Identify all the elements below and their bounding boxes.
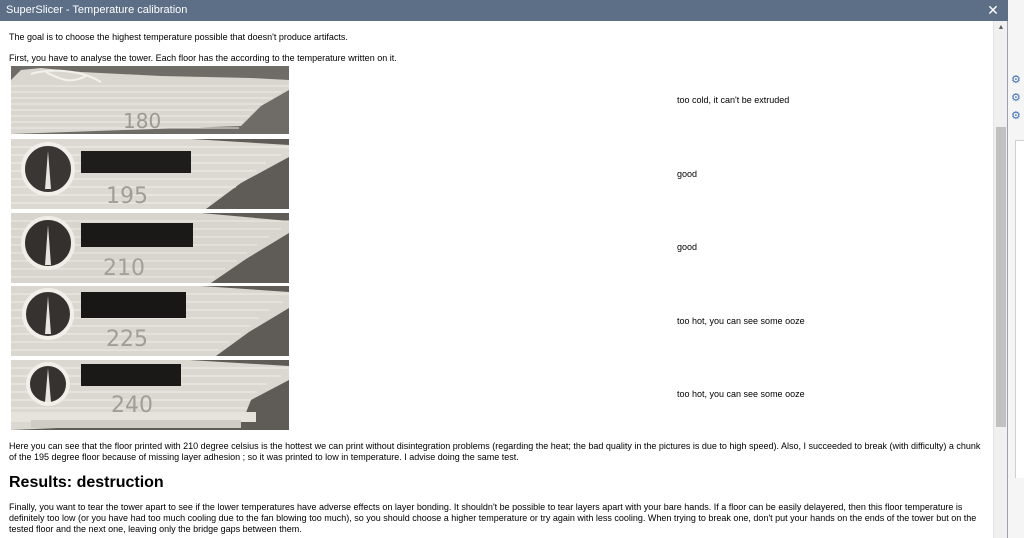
gear-icon[interactable]: ⚙ (1011, 92, 1021, 104)
html-content (0, 21, 993, 538)
scrollbar-thumb[interactable] (996, 127, 1006, 427)
background-panel (1015, 140, 1024, 478)
floor-description: too cold, it can't be extruded (677, 95, 790, 105)
gear-icon[interactable]: ⚙ (1011, 110, 1021, 122)
floor-description: too hot, you can see some ooze (677, 316, 805, 326)
floor-number: 225 (106, 327, 148, 352)
scroll-up-icon[interactable]: ▲ (997, 24, 1005, 31)
floor-description: good (677, 169, 698, 179)
floor-number: 210 (103, 256, 145, 281)
tower-floor-photo (11, 360, 289, 430)
destruction-paragraph: Finally, you want to tear the tower apart to see if the lower temperatures have adverse effects on layer bonding. It shouldn't be possible to tear layers apart with your bare hands. If a floor can be easily delayered, then this floor temperature is definitely too low (or you have had too much cooling due to the fan blowing too much), so you should choose a higher temperature or try again with less cooling. When trying to break one, don't put your hands on the ends of the tower but on the tested floor and the next one, leaving only the bridge gaps between them. (9, 502, 977, 534)
tower-floor-photo (11, 286, 289, 356)
vertical-scrollbar[interactable] (993, 21, 1007, 538)
conclusion-paragraph: Here you can see that the floor printed with 210 degree celsius is the hottest we can print without disintegration problems (regarding the heat; the bad quality in the pictures is due to high speed). Also, I succeeded to break (with difficulty) a chunk of the 195 degree floor because of missing layer adhesion ; so it was printed to low in temperature. I advise doing the same test. (9, 441, 981, 462)
floor-description: good (677, 242, 698, 252)
results-heading: Results: destruction (9, 474, 164, 491)
intro-paragraph: The goal is to choose the highest temperature possible that doesn't produce artifacts. (9, 32, 348, 42)
tower-floor-photo (11, 139, 289, 209)
gear-icon[interactable]: ⚙ (1011, 74, 1021, 86)
floor-description: too hot, you can see some ooze (677, 389, 805, 399)
floor-number: 195 (106, 184, 148, 209)
floor-number: 180 (123, 109, 162, 133)
floor-number: 240 (111, 393, 153, 418)
title-bar[interactable] (0, 0, 1008, 21)
tower-floor-photo (11, 213, 289, 283)
tower-floor-photo (11, 66, 289, 134)
background-app-panel (1006, 0, 1024, 538)
window-title: SuperSlicer - Temperature calibration (6, 4, 188, 16)
analyse-paragraph: First, you have to analyse the tower. Each floor has the according to the temperature written on it. (9, 53, 397, 63)
close-icon[interactable]: ✕ (987, 2, 999, 18)
